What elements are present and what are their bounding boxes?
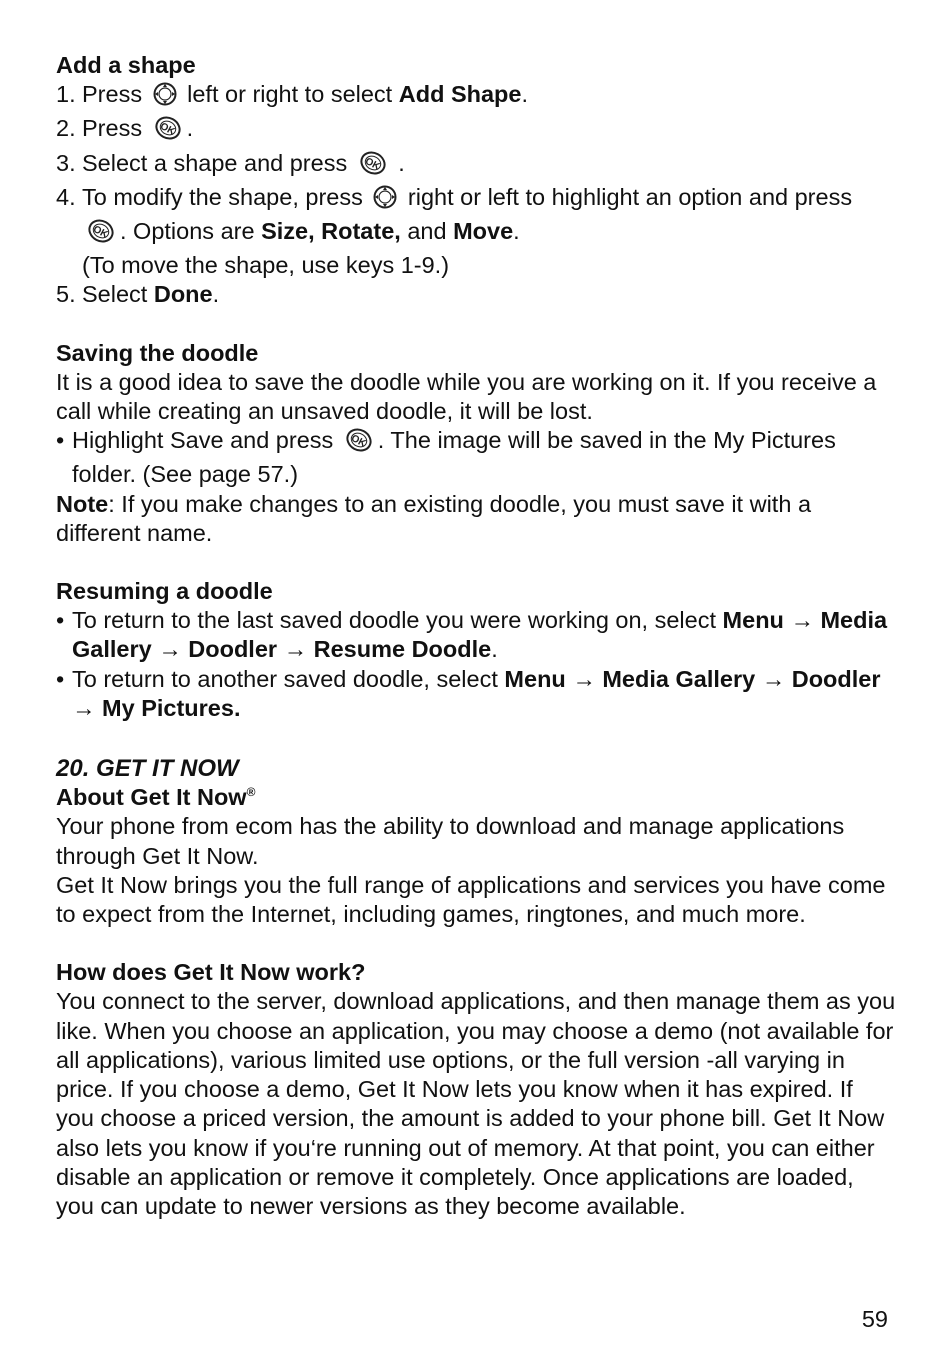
ok-key-icon xyxy=(152,115,184,148)
manual-page xyxy=(56,51,896,1221)
list-item: • To return to the last saved doodle you were working on, select Menu → Media Gallery → Doodler → Resume Doodle. xyxy=(56,607,888,663)
heading-how-does-it-work: How does Get It Now work? xyxy=(56,959,366,986)
nav-key-icon xyxy=(152,81,178,114)
list-item: • Highlight Save and press OK . The image will be saved in the My Pictures folder. (See page 57.) xyxy=(56,427,836,488)
heading-saving-doodle: Saving the doodle xyxy=(56,339,259,366)
step-3: 3. Select a shape and press OK . xyxy=(56,149,896,183)
arrow-icon: → xyxy=(158,636,182,663)
arrow-icon: → xyxy=(572,665,596,692)
ok-key-icon xyxy=(85,218,117,251)
step-2: 2. Press OK . xyxy=(56,114,896,148)
ok-key-icon xyxy=(343,427,375,460)
arrow-icon: → xyxy=(761,665,786,692)
arrow-icon: → xyxy=(283,636,308,663)
arrow-icon: → xyxy=(790,607,814,634)
heading-add-shape: Add a shape xyxy=(56,52,196,78)
svg-text:OK: OK xyxy=(91,223,110,241)
paragraph: Your phone from ecom has the ability to download and manage applications through Get It Now. xyxy=(56,813,845,869)
step-1: 1. Press left or right to select Add Shape. xyxy=(56,80,896,114)
step-4: 4. To modify the shape, press right or left to highlight an option and press OK . Options are Size, Rotate, and Move. (To move the shape, use keys 1-9.) xyxy=(56,183,853,279)
nav-key-icon xyxy=(372,184,398,217)
saving-paragraph: It is a good idea to save the doodle while you are working on it. If you receive a call while creating an unsaved doodle, it will be lost. xyxy=(56,368,877,425)
svg-text:OK: OK xyxy=(157,121,177,139)
heading-about-get-it-now: About Get It Now® xyxy=(56,784,256,811)
ok-key-icon xyxy=(357,150,389,183)
step-5: 5. Select Done. xyxy=(56,281,220,308)
svg-text:OK: OK xyxy=(348,433,368,450)
svg-text:OK: OK xyxy=(362,155,382,173)
chapter-title: 20. GET IT NOW xyxy=(56,755,239,783)
paragraph: You connect to the server, download applications, and then manage them as you like. When you choose an application, you may choose a demo (not available for all applications), various limited use options, or the full version -all varying in price. If you choose a demo, Get It Now lets you know when it has expired. If you choose a priced version, the amount is added to your phone bill. Get It Now also lets you know if you‘re running out of memory. At that point, you can either disable an application or remove it completely. Once applications are loaded, you can update to newer versions as they become available. xyxy=(56,988,896,1219)
page-number: 59 xyxy=(861,1306,888,1332)
heading-resuming-doodle: Resuming a doodle xyxy=(56,578,273,605)
paragraph: Get It Now brings you the full range of applications and services you have come to expect from the Internet, including games, ringtones, and much more. xyxy=(56,871,886,928)
list-item: • To return to another saved doodle, select Menu → Media Gallery → Doodler → My Pictures. xyxy=(56,665,881,721)
note: Note: If you make changes to an existing doodle, you must save it with a different name. xyxy=(56,490,812,546)
arrow-icon: → xyxy=(72,694,96,721)
